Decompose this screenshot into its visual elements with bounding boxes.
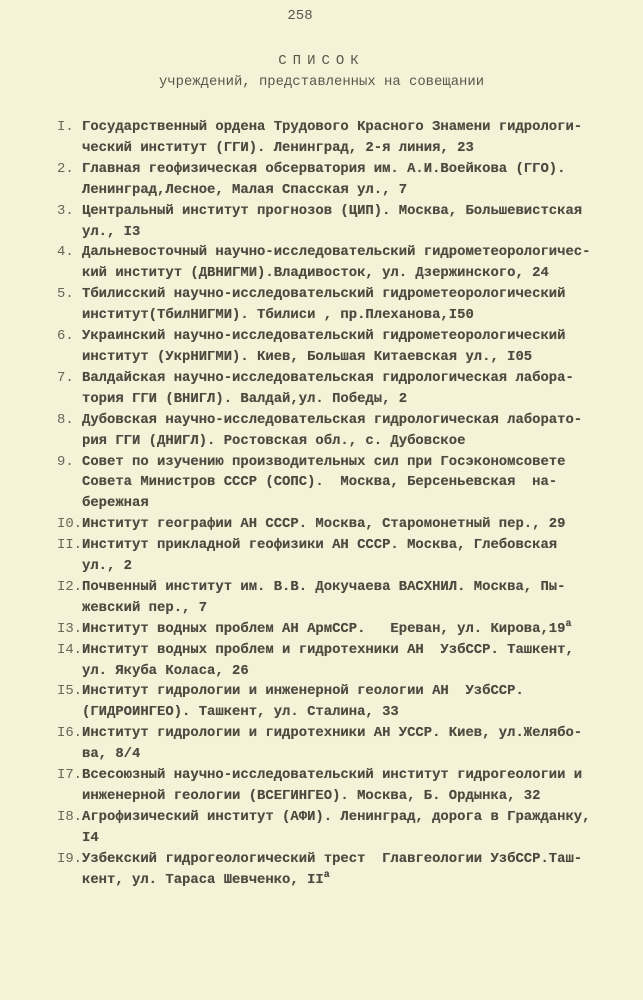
document-title: СПИСОК [278,53,365,69]
item-text [82,201,627,243]
item-line-text: Институт гидрологии и инженерной геологии АН УзбССР. [82,683,524,700]
item-line-text: Агрофизический институт (АФИ). Ленинград, дорога в Гражданку, [82,808,591,825]
item-text [82,849,627,891]
item-line-text: Дубовская научно-исследовательская гидрологическая лаборато- [82,411,583,428]
item-line [82,870,627,891]
list-item [57,117,627,159]
list-item [57,640,627,682]
item-number: 6. [57,328,74,345]
item-line-text: Почвенный институт им. В.В. Докучаева ВАСХНИЛ. Москва, Пы- [82,578,566,595]
item-line-text: институт (УкрНИГМИ). Киев, Большая Китаевская ул., I05 [82,348,533,365]
item-line [82,284,627,305]
item-number: 9. [57,453,74,470]
item-number: I3. [57,620,83,637]
item-line-text: Главная геофизическая обсерватория им. А.И.Воейкова (ГГО). [82,160,566,177]
item-line-text: бережная [82,495,149,512]
item-text [82,640,627,682]
item-line [82,138,627,159]
item-number: I0. [57,516,83,533]
list-item [57,201,627,243]
list-item [57,807,627,849]
item-line-text: ва, 8/4 [82,746,141,763]
item-number: 7. [57,369,74,386]
item-number: I8. [57,808,83,825]
item-line [82,472,627,493]
item-line [82,702,627,723]
item-line [82,828,627,849]
item-line [82,410,627,431]
item-line-text: ческий институт (ГГИ). Ленинград, 2-я линия, 23 [82,139,474,156]
item-text [82,410,627,452]
list-item [57,535,627,577]
item-line [82,117,627,138]
list-item [57,368,627,410]
list-item [57,159,627,201]
item-line-text: Совета Министров СССР (СОПС). Москва, Берсеньевская на- [82,474,558,491]
list-item [57,723,627,765]
item-line-text: Институт географии АН СССР. Москва, Старомонетный пер., 29 [82,516,566,533]
list-item [57,577,627,619]
item-text [82,242,627,284]
superscript: а [565,618,572,630]
item-line [82,723,627,744]
list-item [57,326,627,368]
list-item [57,514,627,535]
item-line [82,640,627,661]
superscript: а [323,869,330,881]
item-text [82,765,627,807]
item-line-text: рия ГГИ (ДНИГЛ). Ростовская обл., с. Дубовское [82,432,466,449]
item-line-text: институт(ТбилНИГМИ). Тбилиси , пр.Плеханова,I50 [82,307,474,324]
item-line [82,744,627,765]
item-line-text: ул. Якуба Коласа, 26 [82,662,249,679]
list-item [57,849,627,891]
item-line [82,619,627,640]
page-number: 258 [287,8,313,24]
item-text [82,284,627,326]
item-line-text: Дальневосточный научно-исследовательский гидрометеорологичес- [82,244,591,261]
item-number: I6. [57,725,83,742]
item-line [82,201,627,222]
item-line-text: кий институт (ДВНИГМИ).Владивосток, ул. Дзержинского, 24 [82,265,549,282]
item-line-text: Ленинград,Лесное, Малая Спасская ул., 7 [82,181,408,198]
item-line [82,535,627,556]
item-text [82,326,627,368]
item-line-text: жевский пер., 7 [82,599,208,616]
item-line-text: кент, ул. Тараса Шевченко, II [82,871,324,888]
item-line [82,326,627,347]
item-line [82,222,627,243]
list-item [57,284,627,326]
item-line [82,556,627,577]
list-item [57,681,627,723]
item-number: 4. [57,244,74,261]
item-line-text: Институт прикладной геофизики АН СССР. Москва, Глебовская [82,537,558,554]
item-line [82,431,627,452]
item-number: II. [57,537,83,554]
item-text [82,368,627,410]
item-number: I9. [57,850,83,867]
list-item [57,242,627,284]
item-number: 5. [57,286,74,303]
item-number: I7. [57,767,83,784]
item-text [82,723,627,765]
item-line-text: тория ГГИ (ВНИГЛ). Валдай,ул. Победы, 2 [82,390,408,407]
item-text [82,514,627,535]
item-line [82,661,627,682]
list-item [57,765,627,807]
item-line-text: ул., I3 [82,223,141,240]
item-line-text: Украинский научно-исследовательский гидрометеорологический [82,328,566,345]
item-line [82,242,627,263]
item-line [82,577,627,598]
item-line [82,305,627,326]
item-line [82,368,627,389]
item-text [82,577,627,619]
item-line [82,849,627,870]
item-line [82,159,627,180]
item-line [82,347,627,368]
item-line [82,389,627,410]
item-line-text: Институт водных проблем АН АрмССР. Ереван, ул. Кирова,19 [82,620,566,637]
item-number: I4. [57,641,83,658]
item-line-text: Институт гидрологии и гидротехники АН УССР. Киев, ул.Желябо- [82,725,583,742]
list-item [57,619,627,640]
item-line-text: Всесоюзный научно-исследовательский институт гидрогеологии и [82,767,583,784]
item-line-text: ул., 2 [82,558,133,575]
item-line-text: Валдайская научно-исследовательская гидрологическая лабора- [82,369,574,386]
item-line [82,807,627,828]
item-line-text: Тбилисский научно-исследовательский гидрометеорологический [82,286,566,303]
item-text [82,535,627,577]
item-text [82,117,627,159]
item-line [82,493,627,514]
item-line [82,263,627,284]
item-line [82,514,627,535]
item-line-text: Центральный институт прогнозов (ЦИП). Москва, Большевистская [82,202,583,219]
item-text [82,807,627,849]
item-text [82,452,627,515]
item-line-text: Институт водных проблем и гидротехники АН УзбССР. Ташкент, [82,641,574,658]
institution-list [57,117,627,891]
item-line-text: (ГИДРОИНГЕО). Ташкент, ул. Сталина, 33 [82,704,399,721]
item-number: I. [57,119,74,135]
item-number: 8. [57,411,74,428]
item-number: I5. [57,683,83,700]
item-line [82,180,627,201]
item-line-text: инженерной геологии (ВСЕГИНГЕО). Москва, Б. Ордынка, 32 [82,788,541,804]
item-text [82,159,627,201]
item-line-text: Государственный ордена Трудового Красного Знамени гидрологи- [82,119,583,135]
item-line [82,765,627,786]
item-number: 3. [57,202,74,219]
item-line [82,786,627,807]
item-number: 2. [57,160,74,177]
item-number: I2. [57,578,83,595]
item-line-text: Узбекский гидрогеологический трест Главгеологии УзбССР.Таш- [82,850,583,867]
list-item [57,452,627,515]
list-item [57,410,627,452]
item-line [82,452,627,473]
item-text [82,681,627,723]
item-line-text: I4 [82,829,99,846]
item-line [82,598,627,619]
document-subtitle: учреждений, представленных на совещании [158,74,485,90]
item-line [82,681,627,702]
item-text [82,619,627,640]
item-line-text: Совет по изучению производительных сил при Госэкономсовете [82,453,566,470]
